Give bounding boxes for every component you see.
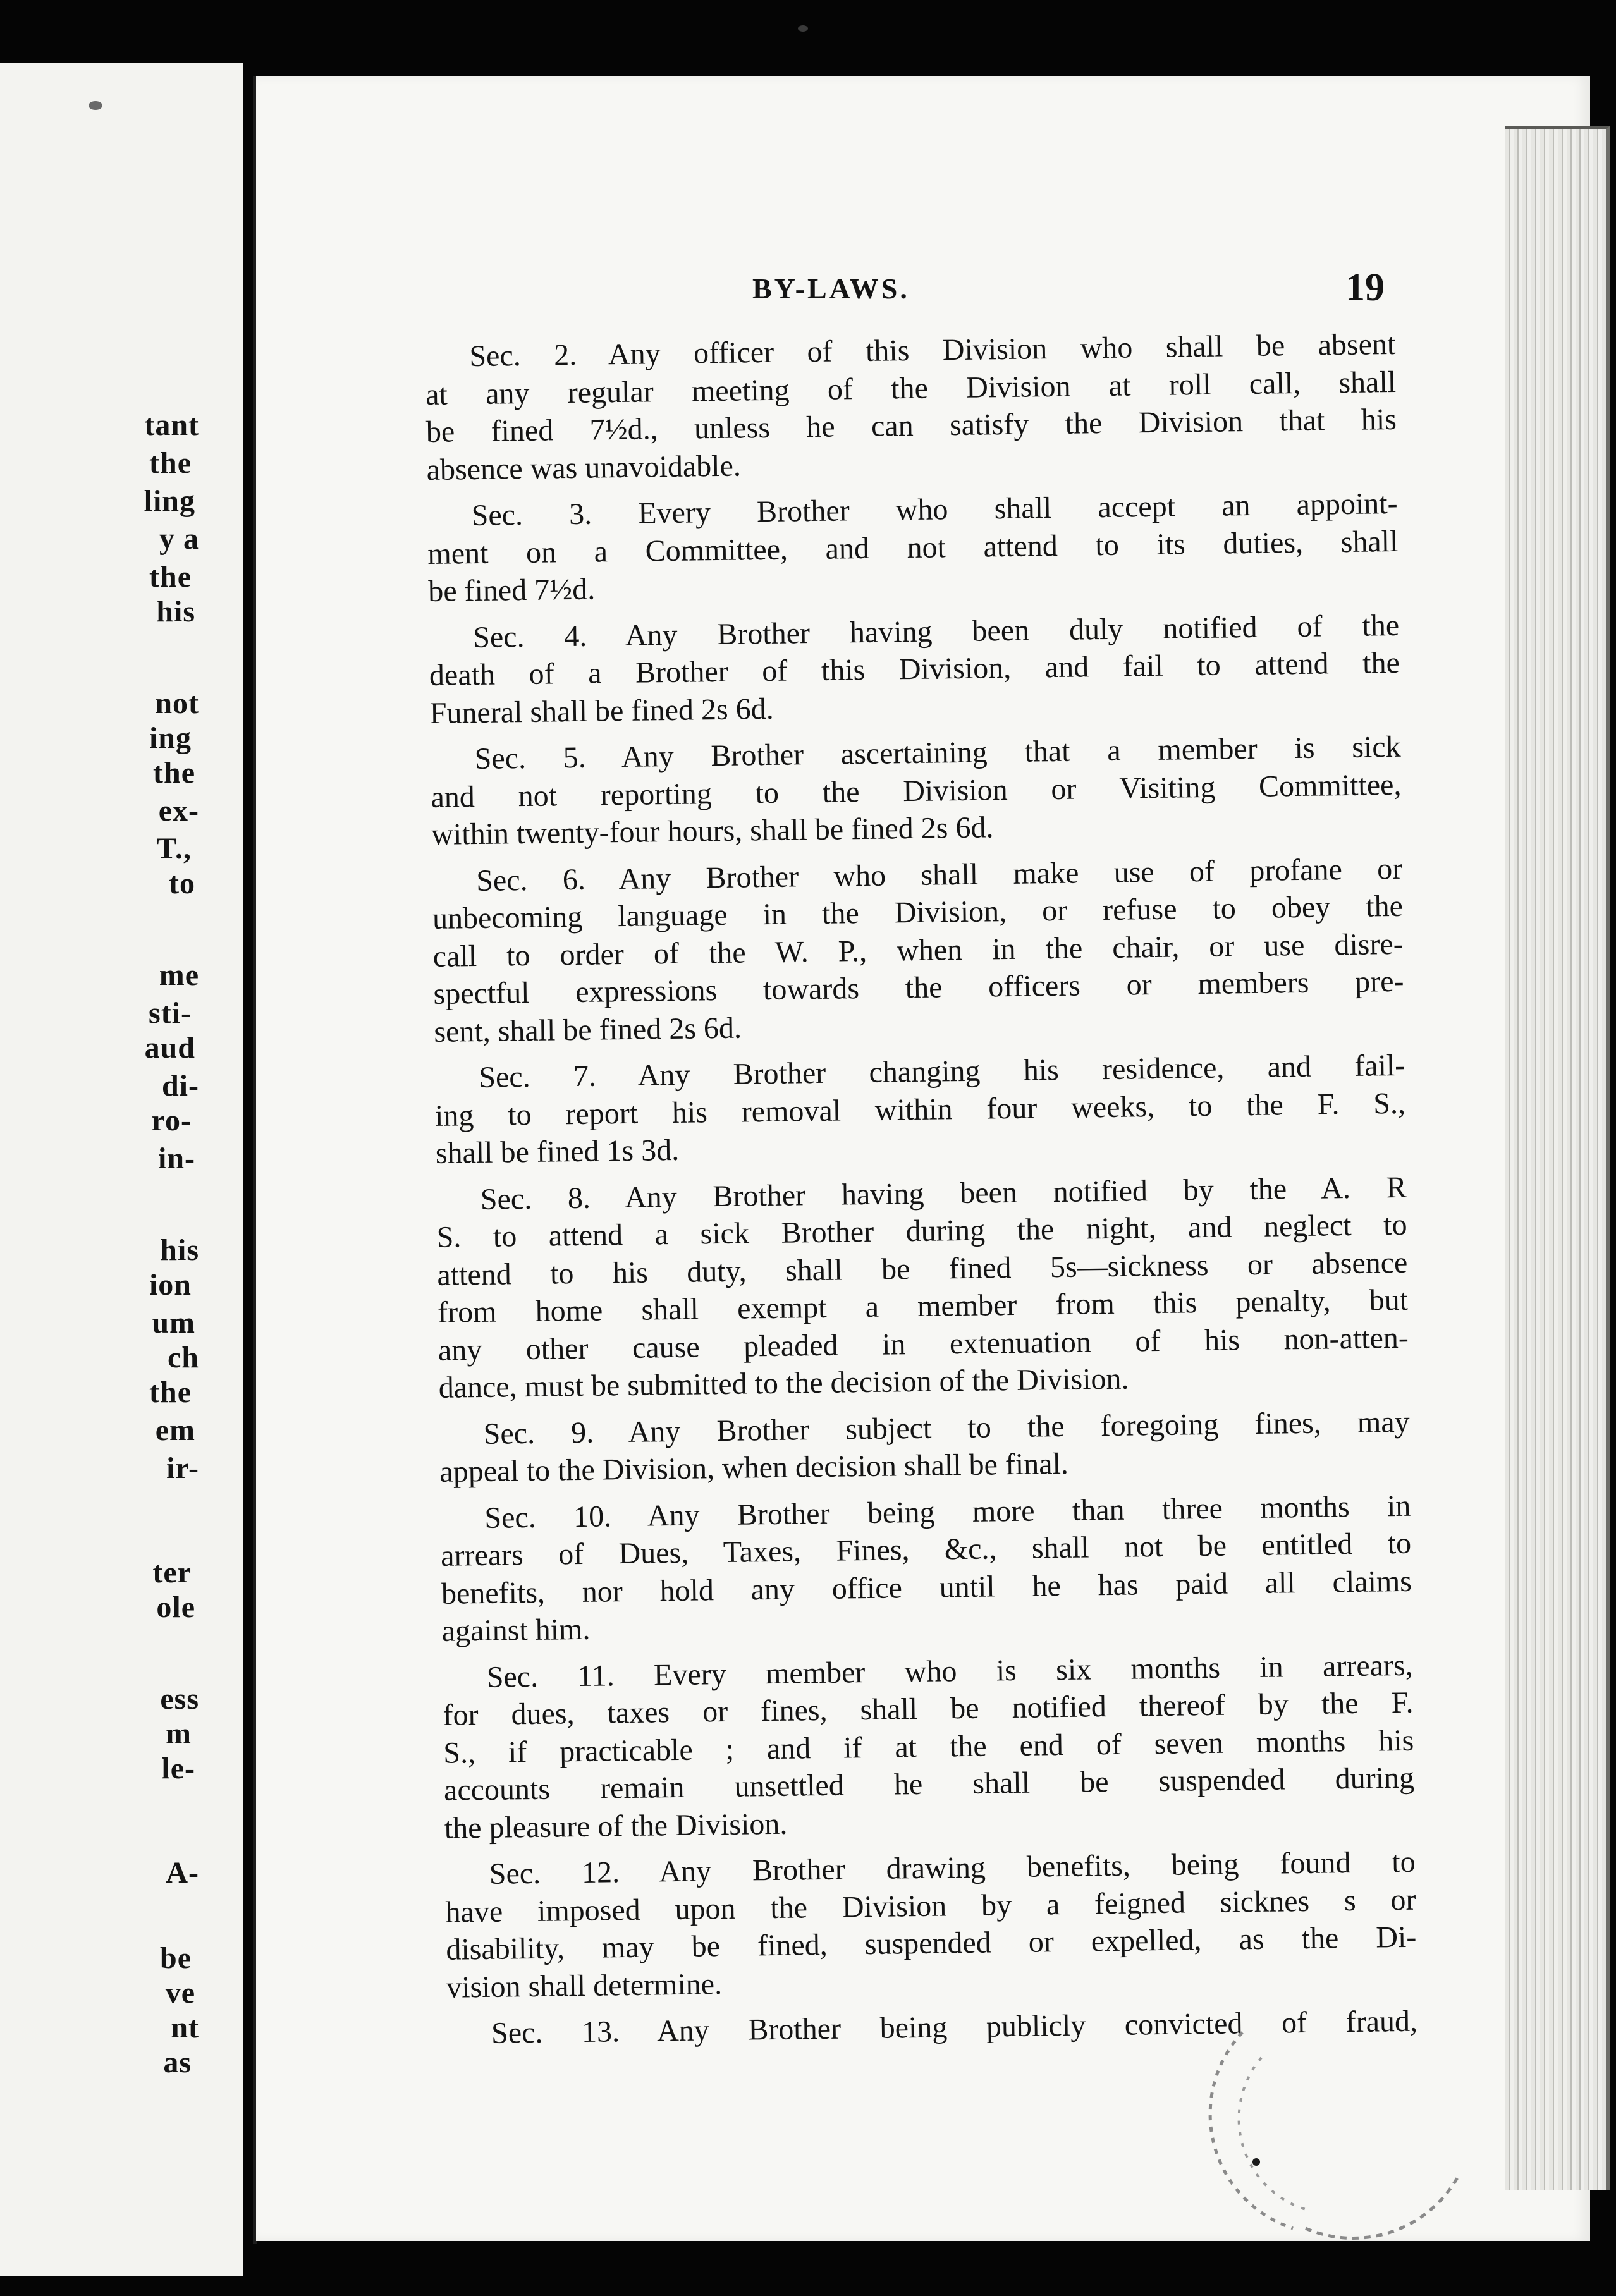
text-line: Sec. 11. Every member who is six months in arrears, [486, 1648, 1413, 1694]
left-page-fragment: le- [161, 1752, 195, 1785]
left-page-fragment: me [159, 958, 199, 992]
text-line: Sec. 2. Any officer of this Division who shall be absent [469, 327, 1396, 374]
left-page-fragment: the [149, 1376, 192, 1409]
bylaws-text-block [425, 326, 1417, 2053]
left-page-fragment: tant [144, 408, 199, 442]
left-page-fragment: his [156, 595, 195, 628]
left-page-fragment: his [160, 1233, 199, 1267]
text-line: within twenty-four hours, shall be fined 2s 6d. [431, 810, 994, 852]
text-line: from home shall exempt a member from this penalty, but [437, 1283, 1409, 1329]
text-line: arrears of Dues, Taxes, Fines, &c., shall not be entitled to [440, 1526, 1412, 1573]
text-line: accounts remain unsettled he shall be suspended during [443, 1761, 1415, 1807]
text-line: any other cause pleaded in extenuation of his non-atten- [438, 1321, 1409, 1367]
left-facing-page [0, 63, 243, 2276]
text-line: S. to attend a sick Brother during the night, and neglect to [436, 1207, 1407, 1254]
ink-smudge [798, 25, 808, 32]
text-line: and not reporting to the Division or Visiting Committee, [431, 767, 1402, 814]
left-page-fragment: as [163, 2046, 192, 2079]
text-line: benefits, nor hold any office until he has paid all claims [441, 1564, 1412, 1611]
left-page-fragment: the [149, 446, 192, 480]
library-stamp-mark [1204, 2020, 1483, 2260]
text-line: Sec. 3. Every Brother who shall accept an appoint- [471, 486, 1398, 533]
page-edges [1505, 126, 1610, 2190]
left-page-fragment: nt [171, 2011, 199, 2044]
text-line: Sec. 6. Any Brother who shall make use of profane or [475, 852, 1403, 898]
left-page-fragment: ole [156, 1591, 195, 1624]
text-line: sent, shall be fined 2s 6d. [434, 1011, 742, 1049]
text-line: have imposed upon the Division by a feigned sicknes s or [445, 1883, 1416, 1929]
left-page-fragment: sti- [149, 996, 192, 1030]
text-line: shall be fined 1s 3d. [435, 1133, 680, 1170]
page-number: 19 [1345, 266, 1385, 309]
text-line: Sec. 9. Any Brother subject to the foregoing fines, may [483, 1405, 1410, 1451]
left-page-fragment: T., [156, 832, 192, 865]
running-head: BY-LAWS. [752, 272, 910, 305]
text-line: death of a Brother of this Division, and fail to attend the [429, 645, 1400, 692]
text-line: Sec. 10. Any Brother being more than three months in [484, 1489, 1411, 1535]
left-page-fragment: ling [144, 484, 195, 518]
left-page-fragment: m [166, 1717, 192, 1750]
text-line: be fined 7½d., unless he can satisfy the Division that his [425, 402, 1397, 449]
left-page-fragment: ex- [158, 794, 199, 827]
text-line: Sec. 8. Any Brother having been notified by the A. R [480, 1170, 1407, 1216]
left-page-fragment: ing [149, 721, 192, 755]
text-line: unbecoming language in the Division, or refuse to obey the [432, 889, 1404, 936]
left-page-fragment: the [153, 756, 195, 790]
left-page-fragment: ve [165, 1976, 195, 2010]
text-line: call to order of the W. P., when in the chair, or use disre- [432, 927, 1404, 974]
text-line: disability, may be fined, suspended or expelled, as the Di- [446, 1920, 1417, 1967]
text-line: absence was unavoidable. [426, 448, 742, 487]
text-line: ing to report his removal within four weeks, to the F. S., [434, 1086, 1406, 1133]
left-page-fragment: ter [152, 1556, 192, 1589]
ink-smudge [89, 101, 102, 110]
text-line: Sec. 7. Any Brother changing his residence, and fail- [478, 1048, 1405, 1094]
text-line: S., if practicable ; and if at the end of seven months his [443, 1723, 1414, 1770]
left-page-fragment: y a [159, 522, 199, 556]
left-page-text-fragments [0, 335, 243, 2079]
text-line: ment on a Committee, and not attend to its duties, shall [427, 524, 1399, 571]
text-line: spectful expressions towards the officers or members pre- [433, 964, 1404, 1011]
left-page-fragment: aud [144, 1031, 195, 1065]
text-line: the pleasure of the Division. [444, 1807, 788, 1845]
text-line: Sec. 5. Any Brother ascertaining that a member is sick [474, 730, 1401, 776]
text-line: vision shall determine. [446, 1967, 723, 2005]
text-line: Sec. 12. Any Brother drawing benefits, being found to [489, 1845, 1416, 1891]
left-page-fragment: to [169, 867, 195, 900]
text-line: at any regular meeting of the Division at roll call, shall [425, 365, 1397, 412]
left-page-fragment: em [155, 1414, 195, 1447]
left-page-fragment: not [155, 687, 199, 720]
text-line: Sec. 13. Any Brother being publicly convicted of fraud, [491, 2004, 1418, 2050]
left-page-fragment: di- [161, 1069, 199, 1102]
text-line: against him. [441, 1612, 591, 1648]
left-page-fragment: ess [160, 1682, 199, 1716]
left-page-fragment: be [160, 1941, 192, 1975]
text-line: be fined 7½d. [427, 572, 596, 608]
text-line: for dues, taxes or fines, shall be notified thereof by the F. [443, 1685, 1414, 1732]
text-line: Sec. 4. Any Brother having been duly notified of the [472, 608, 1400, 654]
text-line: appeal to the Division, when decision shall be final. [439, 1446, 1069, 1489]
text-line: attend to his duty, shall be fined 5s—sickness or absence [437, 1245, 1408, 1292]
left-page-fragment: ro- [151, 1104, 192, 1137]
left-page-fragment: ir- [166, 1451, 199, 1485]
text-line: dance, must be submitted to the decision of the Division. [438, 1362, 1129, 1405]
text-line: Funeral shall be fined 2s 6d. [429, 692, 774, 730]
left-page-fragment: the [149, 560, 192, 594]
left-page-fragment: in- [157, 1142, 195, 1175]
left-page-fragment: ion [149, 1268, 192, 1302]
left-page-fragment: ch [168, 1341, 199, 1374]
left-page-fragment: A- [166, 1856, 199, 1890]
left-page-fragment: um [152, 1306, 195, 1340]
